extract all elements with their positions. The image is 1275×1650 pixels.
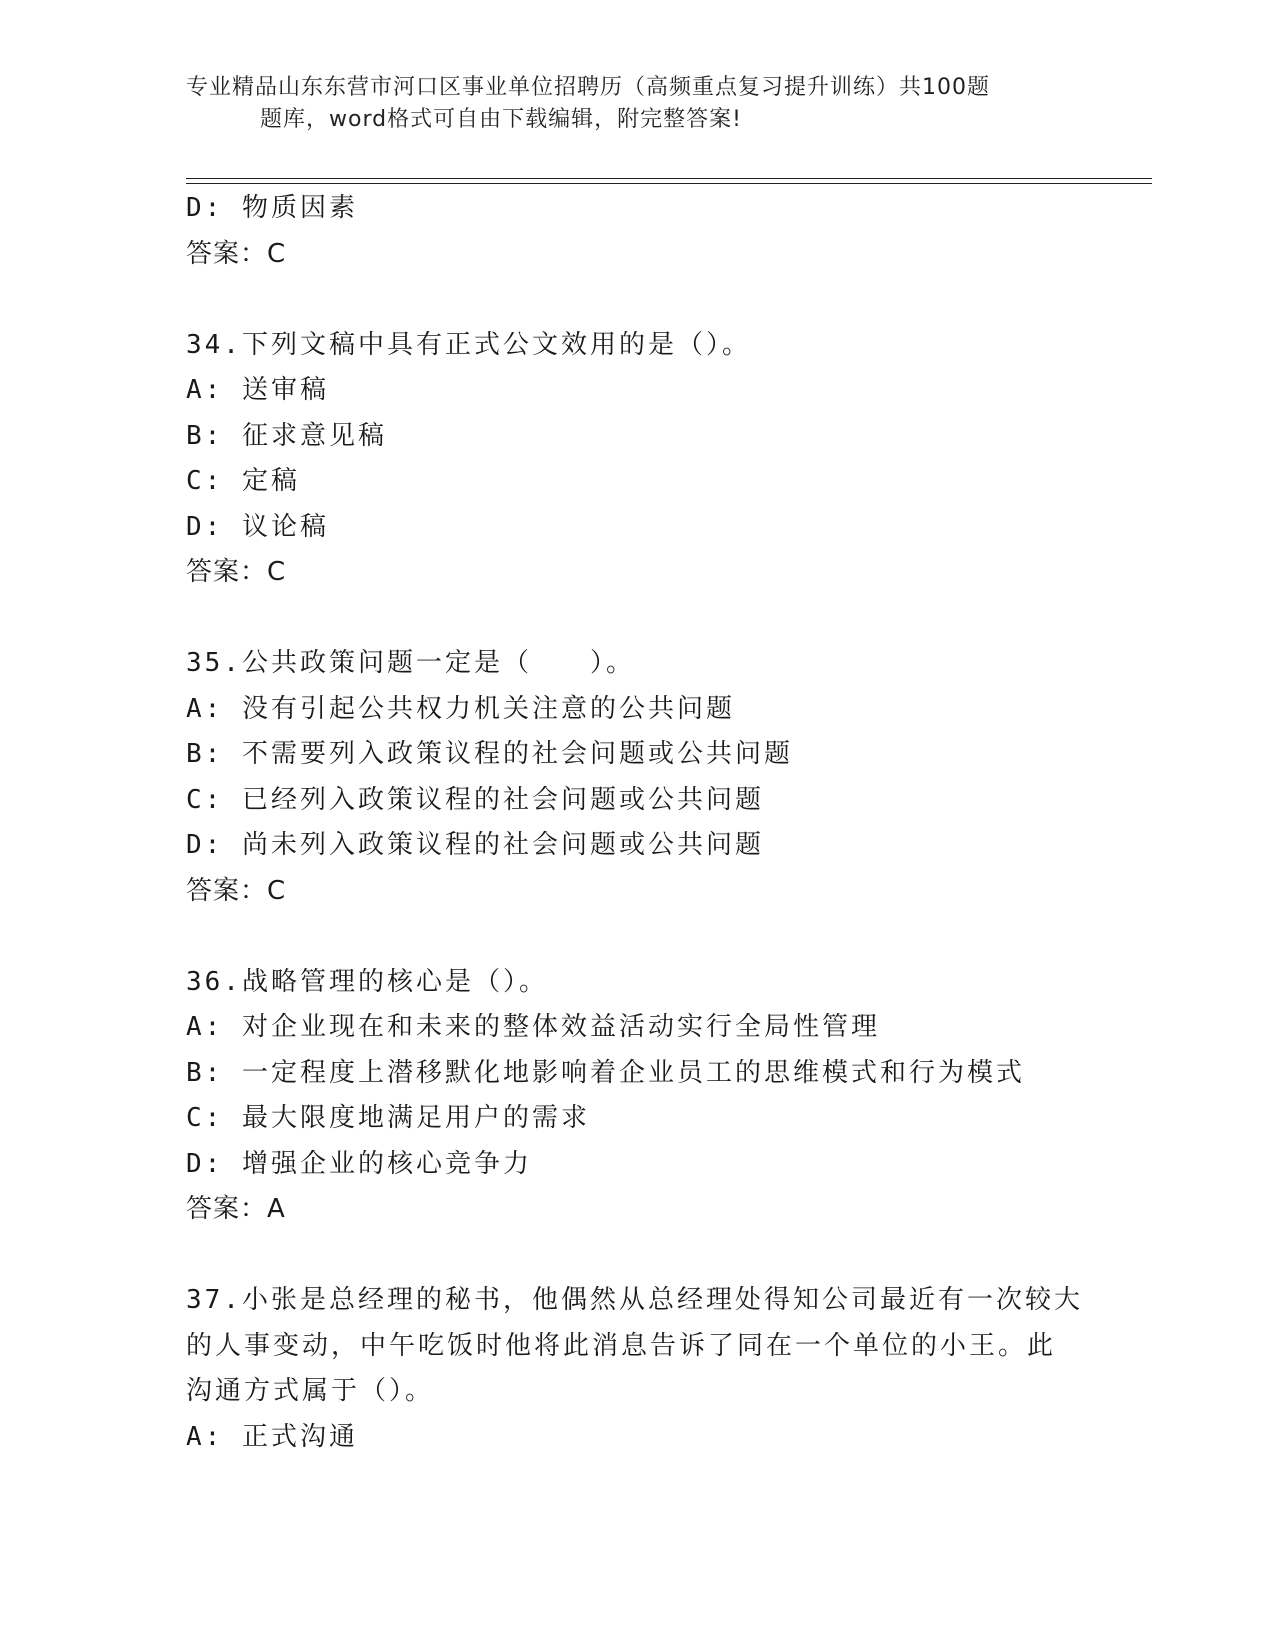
option-d: D: 议论稿 [186,511,329,542]
option-a: A: 对企业现在和未来的整体效益活动实行全局性管理 [186,1012,880,1042]
question-stem: 36.战略管理的核心是（）。 [186,966,548,997]
prev-answer: 答案：C [186,238,287,269]
option-d: D: 尚未列入政策议程的社会问题或公共问题 [186,830,764,860]
answer: 答案：A [186,1194,286,1224]
header-title-line-2: 题库，word格式可自由下载编辑，附完整答案! [260,107,742,132]
spacer [186,914,1086,960]
option-b: B: 一定程度上潜移默化地影响着企业员工的思维模式和行为模式 [186,1057,1025,1088]
option-a: A: 正式沟通 [186,1421,358,1452]
option-c: C: 最大限度地满足用户的需求 [186,1103,590,1133]
question-stem: 35.公共政策问题一定是（ ）。 [186,648,635,678]
option-c: C: 定稿 [186,466,300,496]
question-36 [186,960,1086,1233]
spacer [186,277,1086,323]
option-a: A: 没有引起公共权力机关注意的公共问题 [186,693,735,724]
question-stem: 34.下列文稿中具有正式公文效用的是（）。 [186,329,751,360]
option-b: B: 征求意见稿 [186,420,387,451]
option-a: A: 送审稿 [186,375,329,405]
question-35 [186,641,1086,914]
option-c: C: 已经列入政策议程的社会问题或公共问题 [186,784,764,815]
question-stem-line-3: 沟通方式属于（）。 [186,1376,435,1406]
question-stem-line-2: 的人事变动，中午吃饭时他将此消息告诉了同在一个单位的小王。此 [186,1330,1057,1361]
question-content [186,186,1086,1460]
option-b: B: 不需要列入政策议程的社会问题或公共问题 [186,739,793,769]
question-stem-line-1: 37.小张是总经理的秘书，他偶然从总经理处得知公司最近有一次较大 [186,1285,1083,1315]
header-title-line-1: 专业精品山东东营市河口区事业单位招聘历（高频重点复习提升训练）共100题 [186,75,990,100]
answer: 答案：C [186,557,287,587]
option-d: D: 增强企业的核心竞争力 [186,1148,532,1179]
question-34 [186,323,1086,596]
page-header [186,72,1086,136]
header-rule-bottom [186,183,1152,184]
question-37 [186,1278,1086,1460]
answer: 答案：C [186,875,287,906]
prev-option-d: D: 物质因素 [186,193,358,223]
header-rule-top [186,178,1152,179]
spacer [186,596,1086,642]
spacer [186,1233,1086,1279]
